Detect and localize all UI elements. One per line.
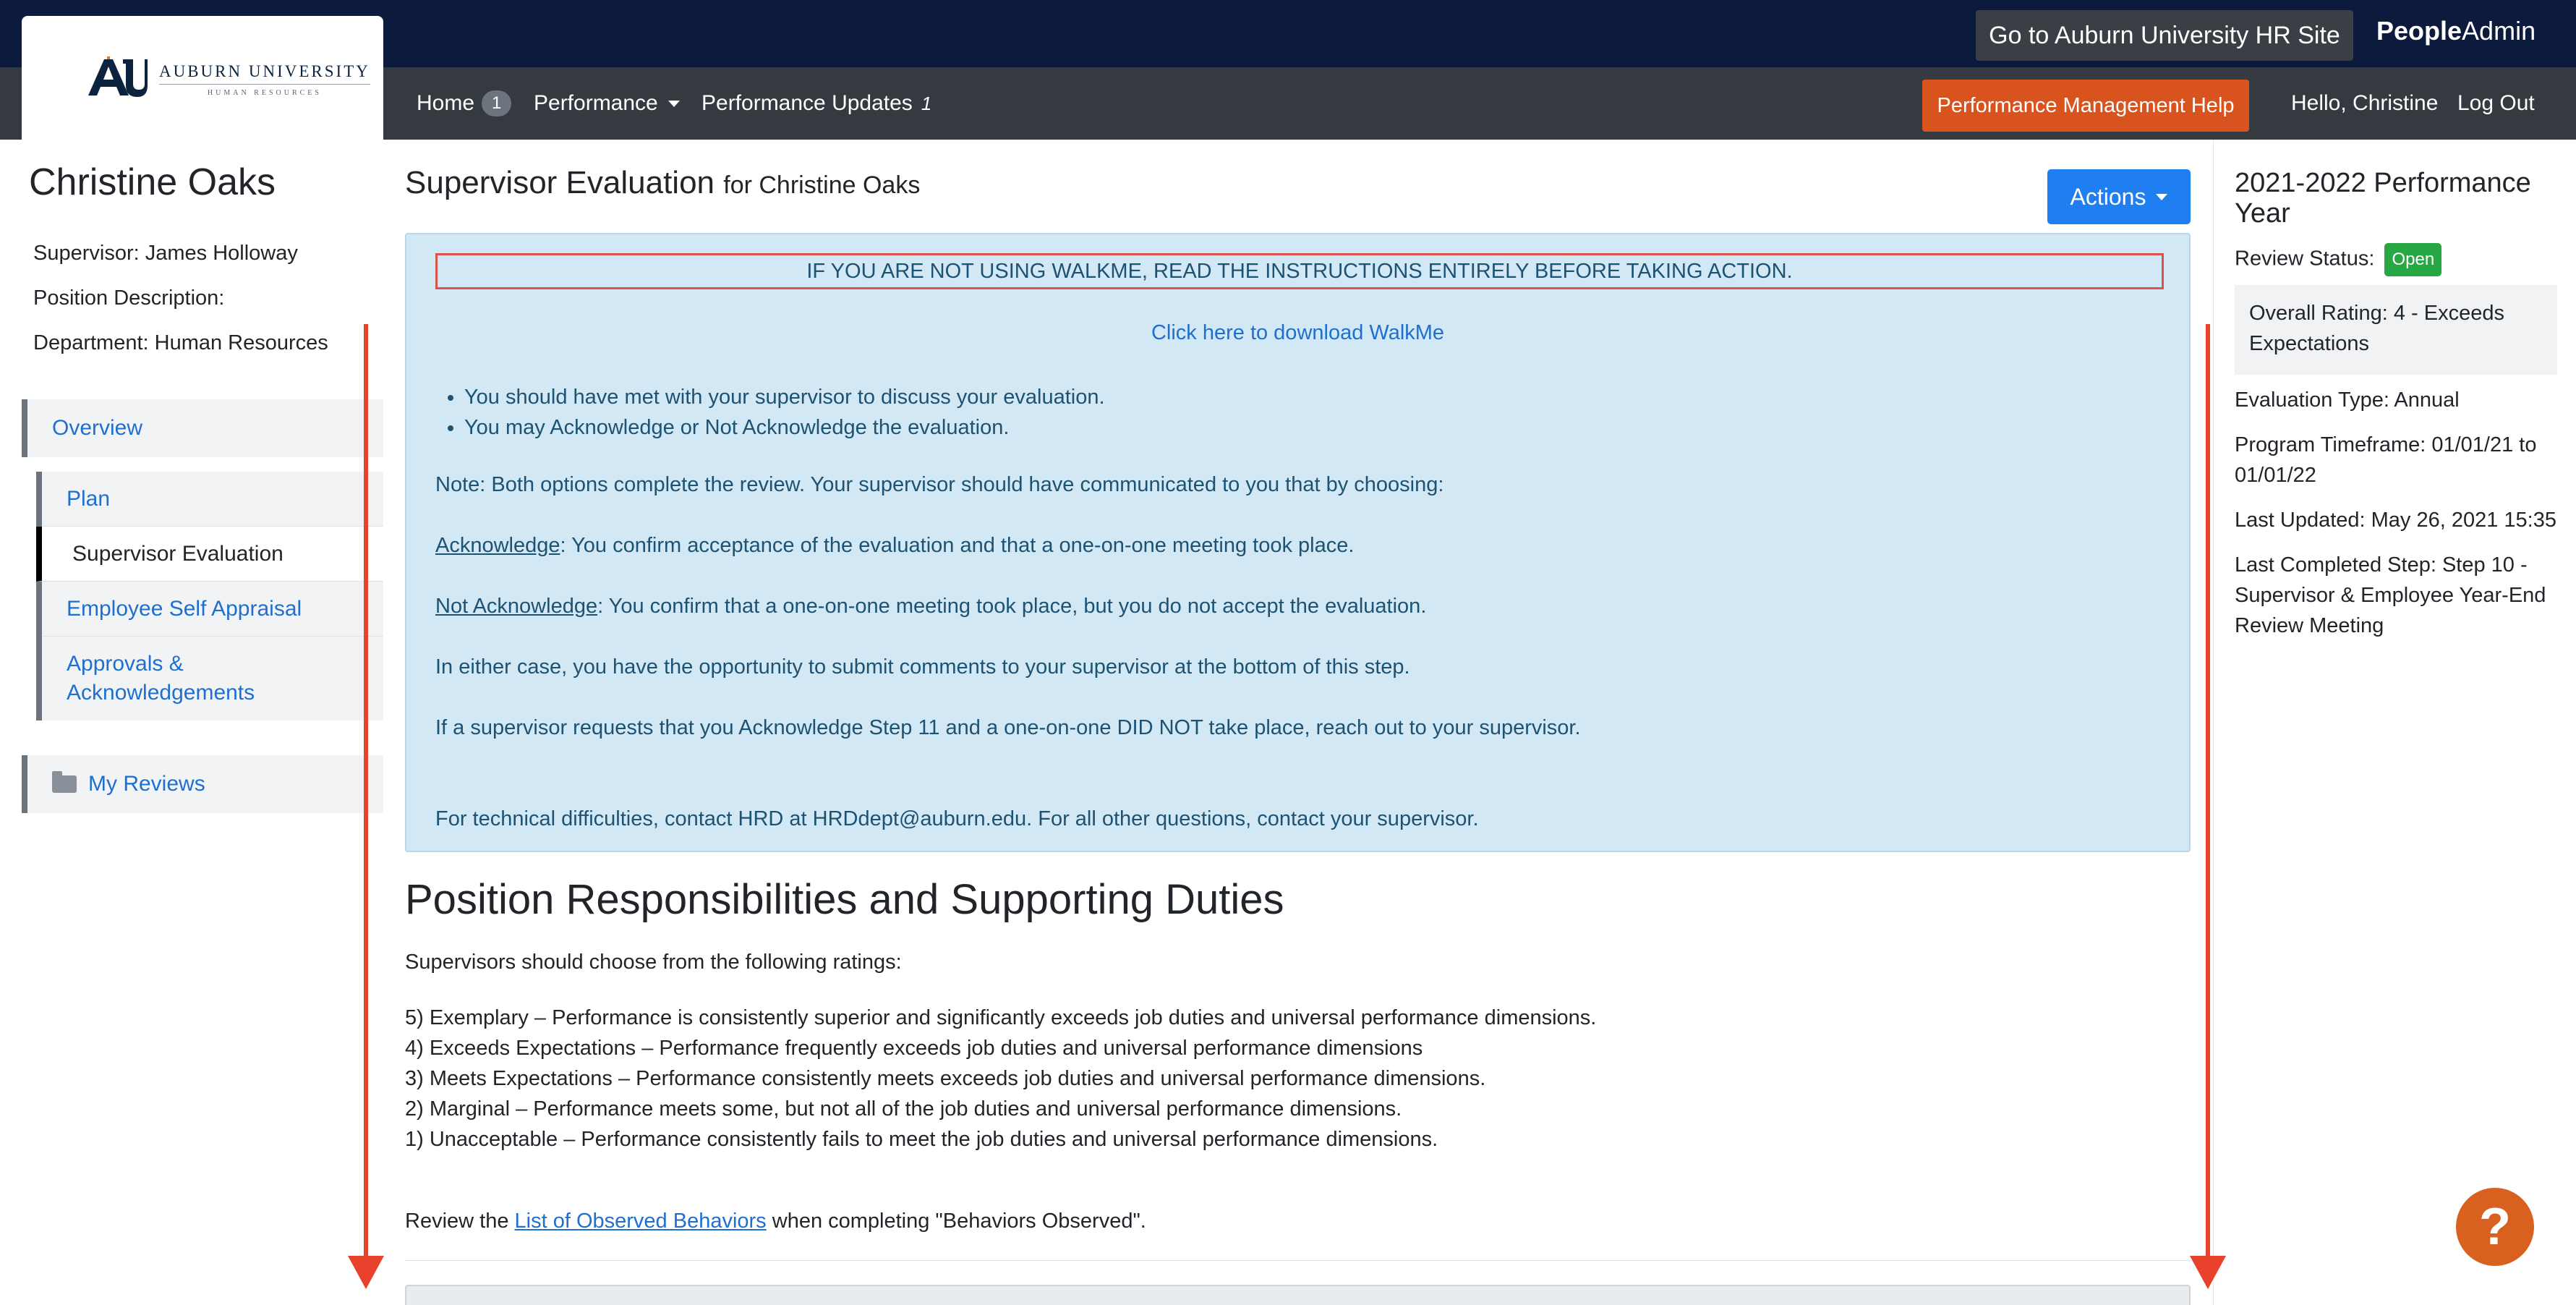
status-badge: Open xyxy=(2384,243,2441,276)
sidebar-item-self-appraisal[interactable]: Employee Self Appraisal xyxy=(42,582,383,637)
program-timeframe: Program Timeframe: 01/01/21 to 01/01/22 xyxy=(2235,433,2537,487)
sidebar-item-overview[interactable]: Overview xyxy=(22,399,383,457)
section-heading: Position Responsibilities and Supporting Duties xyxy=(405,876,1284,923)
acknowledge-term: Acknowledge xyxy=(435,534,560,557)
logo-text xyxy=(159,62,370,97)
home-badge: 1 xyxy=(482,90,511,116)
scroll-annotation-arrow-right xyxy=(2206,324,2210,1257)
review-status xyxy=(2235,243,2560,276)
nav-performance-updates[interactable] xyxy=(701,67,931,140)
page-title-main: Supervisor Evaluation xyxy=(405,165,715,200)
walkme-download-link[interactable]: Click here to download WalkMe xyxy=(1151,321,1445,344)
bottom-panel xyxy=(405,1285,2191,1305)
brand-bold: People xyxy=(2376,16,2462,46)
last-updated: Last Updated: May 26, 2021 15:35 xyxy=(2235,509,2556,532)
divider xyxy=(405,1260,2191,1261)
rating-item: 3) Meets Expectations – Performance consistently meets exceeds job duties and universal performance dimensions. xyxy=(405,1067,1486,1090)
rating-item: 2) Marginal – Performance meets some, but not all of the job duties and universal performance dimensions. xyxy=(405,1097,1402,1121)
page-title xyxy=(405,165,920,201)
sidebar-subnav xyxy=(36,472,383,720)
not-acknowledge-desc: : You confirm that a one-on-one meeting took place, but you do not accept the evaluation. xyxy=(597,595,1427,618)
last-completed-step: Last Completed Step: Step 10 - Supervisor & Employee Year-End Review Meeting xyxy=(2235,553,2546,637)
observed-behaviors-link[interactable]: List of Observed Behaviors xyxy=(514,1210,767,1233)
nav-performance-dropdown[interactable] xyxy=(534,67,680,140)
sidebar-item-plan[interactable]: Plan xyxy=(42,472,383,527)
not-acknowledge-term: Not Acknowledge xyxy=(435,595,598,618)
walkme-warning: IF YOU ARE NOT USING WALKME, READ THE INSTRUCTIONS ENTIRELY BEFORE TAKING ACTION. xyxy=(435,253,2164,289)
right-column-divider xyxy=(2213,140,2214,1305)
logo-rule xyxy=(159,84,370,85)
contact-text: For technical difficulties, contact HRD at HRDdept@auburn.edu. For all other questions, contact your supervisor. xyxy=(435,807,1479,830)
hr-site-button[interactable]: Go to Auburn University HR Site xyxy=(1976,10,2353,61)
sidebar-item-approvals[interactable]: Approvals & Acknowledgements xyxy=(67,652,255,705)
ratings-intro: Supervisors should choose from the following ratings: xyxy=(405,951,902,974)
auburn-logo[interactable] xyxy=(22,16,383,140)
note-text: Note: Both options complete the review. Your supervisor should have communicated to you that by choosing: xyxy=(435,473,1444,496)
acknowledge-text xyxy=(435,534,1354,558)
logo-line2: HUMAN RESOURCES xyxy=(207,89,322,97)
evaluation-type: Evaluation Type: Annual xyxy=(2235,388,2460,412)
review-suffix: when completing "Behaviors Observed". xyxy=(766,1210,1146,1233)
not-acknowledge-text xyxy=(435,595,1426,619)
position-info: Position Description: xyxy=(33,286,225,310)
actions-button[interactable] xyxy=(2047,169,2191,224)
rating-item: 4) Exceeds Expectations – Performance frequently exceeds job duties and universal performance dimensions xyxy=(405,1037,1423,1060)
nav-home[interactable] xyxy=(417,67,511,140)
list-item: • You should have met with your supervisor to discuss your evaluation. xyxy=(464,382,1105,412)
review-behaviors-text xyxy=(405,1210,1146,1233)
list-item: • You may Acknowledge or Not Acknowledge the evaluation. xyxy=(464,412,1105,443)
scroll-annotation-arrow-left xyxy=(364,324,368,1257)
nav-home-label: Home xyxy=(417,91,475,115)
performance-help-button[interactable]: Performance Management Help xyxy=(1922,80,2249,132)
overall-rating-box: Overall Rating: 4 - Exceeds Expectations xyxy=(2235,285,2557,375)
instruction-bullets xyxy=(464,382,1105,443)
nav-performance-label: Performance xyxy=(534,91,658,115)
rating-item: 5) Exemplary – Performance is consistently superior and significantly exceeds job duties and universal performance dimensions. xyxy=(405,1006,1597,1029)
my-reviews-label: My Reviews xyxy=(88,772,205,796)
help-question-icon[interactable]: ? xyxy=(2456,1188,2534,1266)
logo-line1: AUBURN UNIVERSITY xyxy=(159,62,370,80)
folder-icon xyxy=(52,775,77,793)
caret-down-icon xyxy=(668,101,680,107)
acknowledge-desc: : You confirm acceptance of the evaluation and that a one-on-one meeting took place. xyxy=(560,534,1355,557)
user-greeting: Hello, Christine xyxy=(2291,91,2439,115)
auburn-au-icon xyxy=(85,56,148,98)
brand-light: Admin xyxy=(2462,16,2536,46)
sidebar-item-supervisor-evaluation[interactable]: Supervisor Evaluation xyxy=(36,527,383,582)
department-info: Department: Human Resources xyxy=(33,331,328,354)
peopleadmin-logo xyxy=(2376,16,2536,46)
either-case-text: In either case, you have the opportunity to submit comments to your supervisor at the bottom of this step. xyxy=(435,655,1410,679)
review-status-label: Review Status: xyxy=(2235,247,2375,271)
nav-updates-label: Performance Updates xyxy=(701,91,913,115)
performance-year-title: 2021-2022 Performance Year xyxy=(2235,168,2531,229)
sidebar-item-my-reviews[interactable] xyxy=(22,755,383,813)
employee-name: Christine Oaks xyxy=(29,161,276,203)
caret-down-icon xyxy=(2156,194,2167,200)
review-prefix: Review the xyxy=(405,1210,515,1233)
actions-label: Actions xyxy=(2070,183,2146,210)
instructions-box xyxy=(405,233,2191,852)
rating-item: 1) Unacceptable – Performance consistently fails to meet the job duties and universal performance dimensions. xyxy=(405,1128,1438,1151)
logout-link[interactable]: Log Out xyxy=(2457,91,2535,115)
updates-count: 1 xyxy=(921,92,932,114)
step11-text: If a supervisor requests that you Acknowledge Step 11 and a one-on-one DID NOT take place, reach out to your supervisor. xyxy=(435,716,1581,739)
ratings-list xyxy=(405,1003,1596,1155)
supervisor-info: Supervisor: James Holloway xyxy=(33,242,298,265)
page-title-for: for Christine Oaks xyxy=(723,171,921,199)
